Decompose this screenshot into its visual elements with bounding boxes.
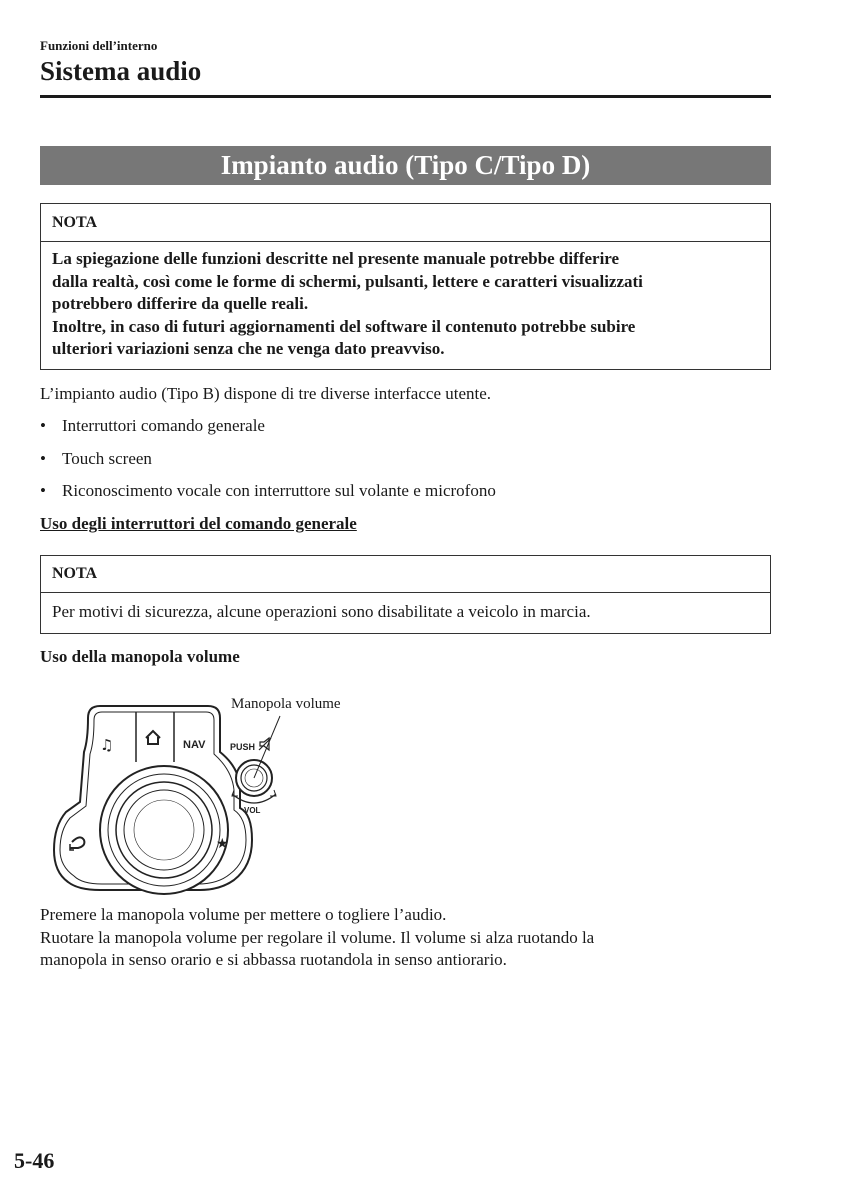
bullet-item — [40, 449, 152, 469]
svg-text:♫: ♫ — [100, 736, 114, 754]
note-heading: NOTA — [41, 204, 770, 242]
bullet-text: Riconoscimento vocale con interruttore sul volante e microfono — [62, 481, 496, 500]
note-body: Per motivi di sicurezza, alcune operazioni sono disabilitate a veicolo in marcia. — [52, 602, 591, 621]
nav-label: NAV — [183, 739, 206, 751]
bullet-text: Touch screen — [62, 449, 152, 468]
subsection-heading: Uso degli interruttori del comando generale — [40, 514, 357, 533]
commander-switch-illustration — [40, 690, 380, 900]
body-line: Premere la manopola volume per mettere o togliere l’audio. — [40, 905, 447, 924]
page-number: 5-46 — [14, 1148, 55, 1173]
section-title: Sistema audio — [40, 56, 202, 86]
push-label: PUSH — [230, 742, 256, 752]
note-body — [41, 242, 770, 369]
note-line: potrebbero differire da quelle reali. — [52, 294, 309, 313]
note-line: La spiegazione delle funzioni descritte nel presente manuale potrebbe differire — [52, 249, 620, 268]
bullet-dot: • — [40, 449, 46, 468]
bullet-dot: • — [40, 481, 46, 500]
section-small-heading: Funzioni dell’interno — [40, 38, 158, 53]
star-icon: ★ — [216, 836, 229, 852]
commander-knob — [100, 766, 228, 894]
body-line: Ruotare la manopola volume per regolare il volume. Il volume si alza ruotando la — [40, 927, 595, 947]
bullet-item — [40, 481, 496, 501]
intro-paragraph: L’impianto audio (Tipo B) dispone di tre diverse interfacce utente. — [40, 384, 492, 403]
note-box-disclaimer — [40, 203, 771, 370]
volume-knob-heading: Uso della manopola volume — [40, 647, 240, 666]
back-icon — [70, 837, 84, 850]
body-paragraph — [40, 904, 771, 972]
note-box-safety — [40, 555, 771, 634]
bullet-text: Interruttori comando generale — [62, 416, 265, 435]
mute-icon — [259, 738, 271, 750]
note-line: Inoltre, in caso di futuri aggiornamenti del software il contenuto potrebbe subire — [52, 316, 636, 336]
home-icon — [146, 731, 160, 744]
note-heading: NOTA — [41, 556, 770, 593]
header-rule — [40, 95, 771, 98]
vol-label: VOL — [244, 806, 261, 815]
music-note-icon — [100, 736, 113, 754]
body-line: manopola in senso orario e si abbassa ruotandola in senso antiorario. — [40, 950, 507, 969]
bullet-dot: • — [40, 416, 46, 435]
note-line: dalla realtà, così come le forme di schermi, pulsanti, lettere e caratteri visualizzati — [52, 271, 643, 291]
figure-callout-label: Manopola volume — [231, 696, 341, 712]
note-line: ulteriori variazioni senza che ne venga dato preavviso. — [52, 339, 445, 358]
bullet-item — [40, 416, 265, 436]
chapter-banner: Impianto audio (Tipo C/Tipo D) — [40, 146, 771, 185]
